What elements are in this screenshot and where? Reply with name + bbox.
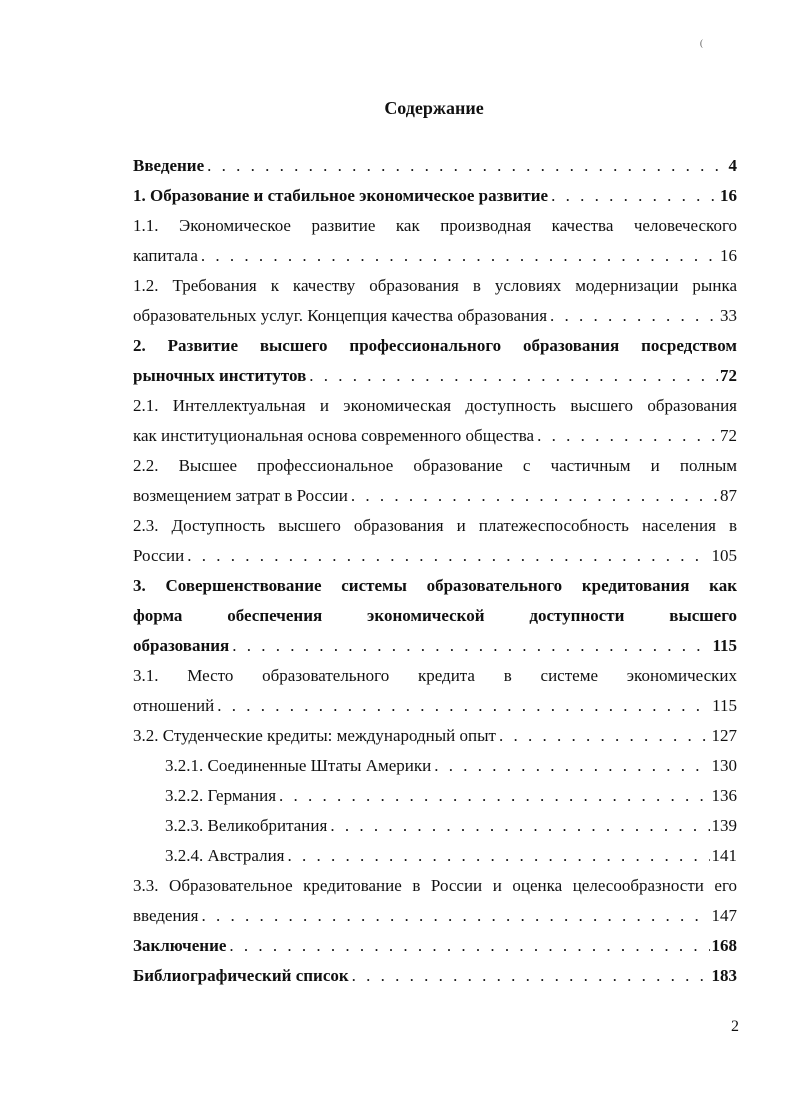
toc-leader-dots bbox=[550, 301, 718, 331]
toc-entry-title-cont: отношений bbox=[133, 696, 215, 715]
toc-entry-3-2-4[interactable] bbox=[133, 841, 737, 871]
toc-entry-title: Заключение bbox=[133, 936, 227, 955]
toc-entry-title-line-2: форма обеспечения экономической доступности высшего bbox=[133, 606, 737, 625]
page-title: Содержание bbox=[384, 98, 484, 118]
toc-entry-title: 3.2.2. Германия bbox=[165, 786, 277, 805]
toc-page-number: 105 bbox=[711, 546, 737, 565]
toc-entry-3-3[interactable] bbox=[133, 871, 737, 931]
toc-leader-dots bbox=[202, 901, 710, 931]
toc-page-number: 130 bbox=[711, 756, 737, 775]
toc-entry-title-cont: образовательных услуг. Концепция качества образования bbox=[133, 306, 548, 325]
toc-entry-1-1[interactable] bbox=[133, 211, 737, 271]
toc-leader-dots bbox=[434, 751, 709, 781]
toc-entry-2-1[interactable] bbox=[133, 391, 737, 451]
toc-entry-title-cont: капитала bbox=[133, 246, 198, 265]
toc-entry-title: 2.2. Высшее профессиональное образование с частичным и полным bbox=[133, 456, 737, 475]
toc-entry-1-2[interactable] bbox=[133, 271, 737, 331]
toc-page-number: 72 bbox=[720, 426, 737, 445]
toc-entry-3-2-3[interactable] bbox=[133, 811, 737, 841]
toc-entry-conclusion[interactable] bbox=[133, 931, 737, 961]
toc-entry-title-cont: введения bbox=[133, 906, 199, 925]
toc-page-number: 72 bbox=[720, 366, 737, 385]
toc-leader-dots bbox=[187, 541, 709, 571]
toc-entry-title: 3.2.4. Австралия bbox=[165, 846, 285, 865]
toc-page-number: 168 bbox=[711, 936, 737, 955]
page-number: 2 bbox=[731, 1018, 739, 1035]
toc-leader-dots bbox=[229, 931, 709, 961]
toc-entry-title: Введение bbox=[133, 156, 205, 175]
toc-page-number: 127 bbox=[711, 726, 737, 745]
toc-entry-title: 1.2. Требования к качеству образования в условиях модернизации рынка bbox=[133, 276, 737, 295]
toc-entry-2-2[interactable] bbox=[133, 451, 737, 511]
toc-leader-dots bbox=[201, 241, 718, 271]
toc-entry-3-2-2[interactable] bbox=[133, 781, 737, 811]
toc-leader-dots bbox=[287, 841, 709, 871]
toc-page-number: 4 bbox=[728, 156, 737, 175]
toc-entry-bibliography[interactable] bbox=[133, 961, 737, 991]
toc-leader-dots bbox=[499, 721, 710, 751]
toc-entry-title-cont: рыночных институтов bbox=[133, 366, 307, 385]
toc-page-number: 16 bbox=[720, 186, 737, 205]
toc-leader-dots bbox=[551, 181, 718, 211]
toc-entry-title-cont: как институциональная основа современного общества bbox=[133, 426, 535, 445]
toc-entry-title-cont: России bbox=[133, 546, 185, 565]
toc-leader-dots bbox=[351, 481, 718, 511]
toc-entry-chapter-3[interactable] bbox=[133, 571, 737, 661]
toc-entry-title: 3.2.3. Великобритания bbox=[165, 816, 328, 835]
toc-leader-dots bbox=[217, 691, 710, 721]
toc-entry-chapter-2[interactable] bbox=[133, 331, 737, 391]
toc-page-number: 87 bbox=[720, 486, 737, 505]
toc-entry-title: 2. Развитие высшего профессионального образования посредством bbox=[133, 336, 737, 355]
toc-page-number: 147 bbox=[711, 906, 737, 925]
corner-mark: ( bbox=[700, 38, 703, 48]
toc-leader-dots bbox=[232, 631, 710, 661]
toc-page-number: 136 bbox=[711, 786, 737, 805]
toc-entry-chapter-1[interactable] bbox=[133, 181, 737, 211]
toc-entry-3-2[interactable] bbox=[133, 721, 737, 751]
toc-page-number: 139 bbox=[711, 816, 737, 835]
toc-page-number: 183 bbox=[711, 966, 737, 985]
toc-entry-title: 3. Совершенствование системы образовательного кредитования как bbox=[133, 576, 737, 595]
toc-entry-3-2-1[interactable] bbox=[133, 751, 737, 781]
table-of-contents bbox=[133, 151, 737, 991]
toc-page-number: 33 bbox=[720, 306, 737, 325]
toc-entry-introduction[interactable] bbox=[133, 151, 737, 181]
toc-leader-dots bbox=[352, 961, 710, 991]
toc-entry-title: 3.2.1. Соединенные Штаты Америки bbox=[165, 756, 432, 775]
toc-leader-dots bbox=[279, 781, 709, 811]
toc-entry-title-cont: возмещением затрат в России bbox=[133, 486, 348, 505]
toc-page-number: 141 bbox=[711, 846, 737, 865]
toc-leader-dots bbox=[330, 811, 709, 841]
toc-entry-title: 1.1. Экономическое развитие как производная качества человеческого bbox=[133, 216, 737, 235]
toc-entry-title: 3.1. Место образовательного кредита в системе экономических bbox=[133, 666, 737, 685]
toc-entry-title: 3.3. Образовательное кредитование в России и оценка целесообразности его bbox=[133, 876, 737, 895]
toc-entry-2-3[interactable] bbox=[133, 511, 737, 571]
toc-leader-dots bbox=[537, 421, 718, 451]
toc-leader-dots bbox=[207, 151, 726, 181]
toc-entry-title: 3.2. Студенческие кредиты: международный опыт bbox=[133, 726, 496, 745]
toc-page-number: 115 bbox=[712, 636, 737, 655]
toc-entry-title: 2.3. Доступность высшего образования и платежеспособность населения в bbox=[133, 516, 737, 535]
toc-entry-title: Библиографический список bbox=[133, 966, 349, 985]
toc-leader-dots bbox=[309, 361, 718, 391]
toc-page-number: 115 bbox=[712, 696, 737, 715]
toc-entry-title-cont: образования bbox=[133, 636, 230, 655]
toc-entry-3-1[interactable] bbox=[133, 661, 737, 721]
toc-page-number: 16 bbox=[720, 246, 737, 265]
toc-entry-title: 2.1. Интеллектуальная и экономическая доступность высшего образования bbox=[133, 396, 737, 415]
toc-entry-title: 1. Образование и стабильное экономическое развитие bbox=[133, 186, 549, 205]
